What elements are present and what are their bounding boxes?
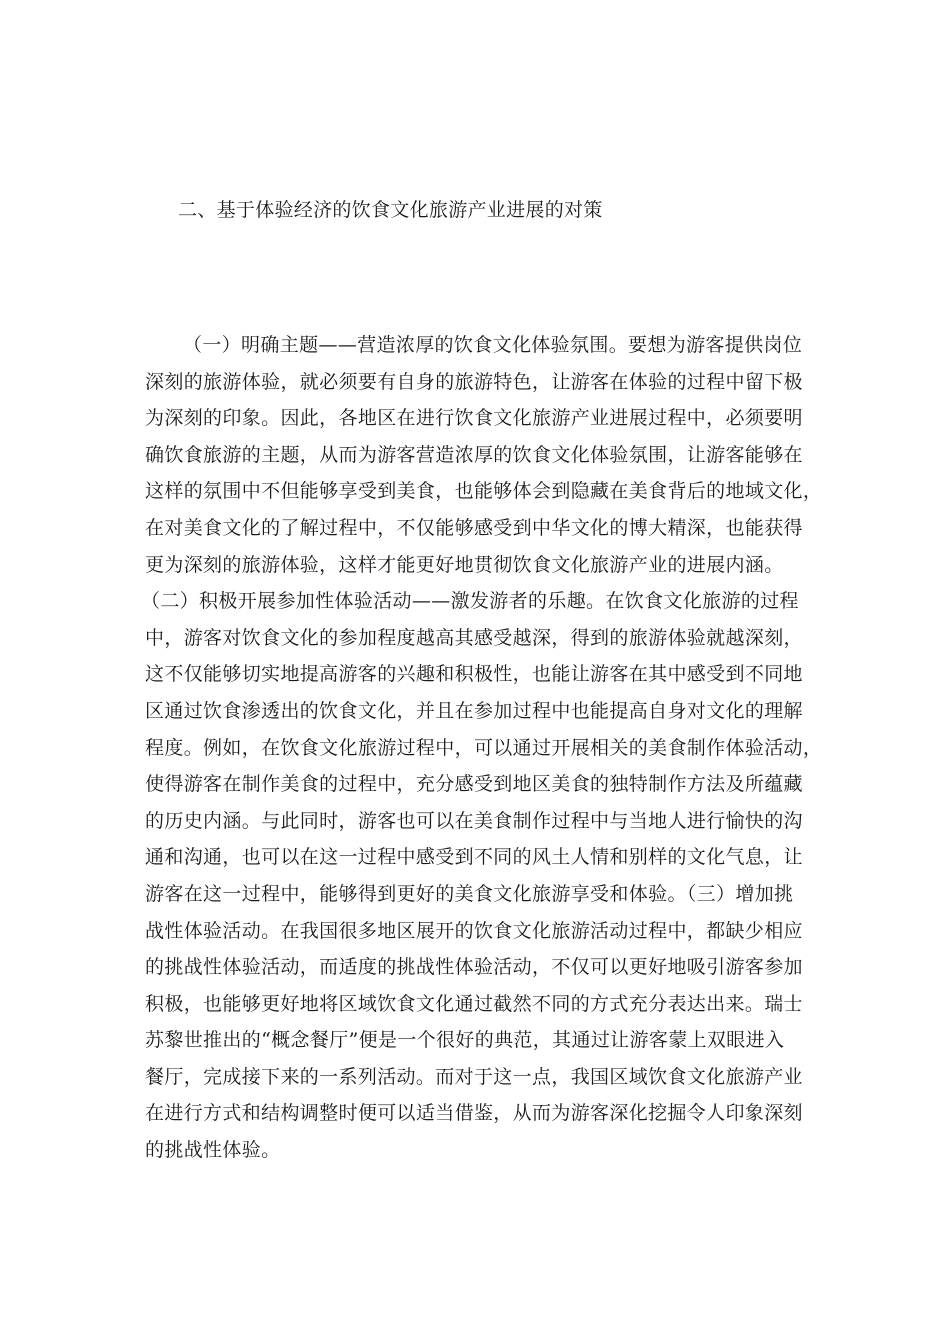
paragraph-line: 通和沟通，也可以在这一过程中感受到不同的风土人情和别样的文化气息，让 <box>145 846 803 869</box>
paragraph-line: 的挑战性体验。 <box>145 1139 281 1162</box>
paragraph-line: 这样的氛围中不但能够享受到美食，也能够体会到隐藏在美食背后的地域文化， <box>145 480 823 503</box>
paragraph-line: 在进行方式和结构调整时便可以适当借鉴，从而为游客深化挖掘令人印象深刻 <box>145 1102 803 1125</box>
paragraph-line: 的挑战性体验活动，而适度的挑战性体验活动，不仅可以更好地吸引游客参加 <box>145 956 803 979</box>
paragraph-line: （一）明确主题——营造浓厚的饮食文化体验氛围。要想为游客提供岗位 <box>183 334 803 356</box>
paragraph-line: 在对美食文化的了解过程中，不仅能够感受到中华文化的博大精深，也能获得 <box>145 516 803 539</box>
paragraph-line: 餐厅，完成接下来的一系列活动。而对于这一点，我国区域饮食文化旅游产业 <box>145 1065 803 1088</box>
body-paragraphs <box>141 327 825 1169</box>
paragraph-line: 中，游客对饮食文化的参加程度越高其感受越深，得到的旅游体验就越深刻， <box>145 626 803 649</box>
paragraph-line: 使得游客在制作美食的过程中，充分感受到地区美食的独特制作方法及所蕴藏 <box>145 773 803 796</box>
paragraph-line: 的历史内涵。与此同时，游客也可以在美食制作过程中与当地人进行愉快的沟 <box>145 809 803 832</box>
section-heading: 二、基于体验经济的饮食文化旅游产业进展的对策 <box>178 199 603 221</box>
paragraph-line: 苏黎世推出的“概念餐厅”便是一个很好的典范，其通过让游客蒙上双眼进入 <box>145 1029 785 1052</box>
paragraph-line: 积极，也能够更好地将区域饮食文化通过截然不同的方式充分表达出来。瑞士 <box>145 992 803 1015</box>
paragraph-line: 确饮食旅游的主题，从而为游客营造浓厚的饮食文化体验氛围，让游客能够在 <box>145 443 803 466</box>
paragraph-line: （二）积极开展参加性体验活动——激发游者的乐趣。在饮食文化旅游的过程 <box>141 590 799 613</box>
paragraph-line: 为深刻的印象。因此，各地区在进行饮食文化旅游产业进展过程中，必须要明 <box>145 407 803 430</box>
paragraph-line: 游客在这一过程中，能够得到更好的美食文化旅游享受和体验。（三）增加挑 <box>145 882 794 905</box>
paragraph-line: 程度。例如，在饮食文化旅游过程中，可以通过开展相关的美食制作体验活动， <box>145 736 823 759</box>
paragraph-line: 区通过饮食渗透出的饮食文化，并且在参加过程中也能提高自身对文化的理解 <box>145 699 803 722</box>
paragraph-line: 深刻的旅游体验，就必须要有自身的旅游特色，让游客在体验的过程中留下极 <box>145 370 803 393</box>
paragraph-line: 更为深刻的旅游体验，这样才能更好地贯彻饮食文化旅游产业的进展内涵。 <box>145 553 784 576</box>
paragraph-line: 战性体验活动。在我国很多地区展开的饮食文化旅游活动过程中，都缺少相应 <box>145 919 803 942</box>
paragraph-line: 这不仅能够切实地提高游客的兴趣和积极性，也能让游客在其中感受到不同地 <box>145 663 803 686</box>
